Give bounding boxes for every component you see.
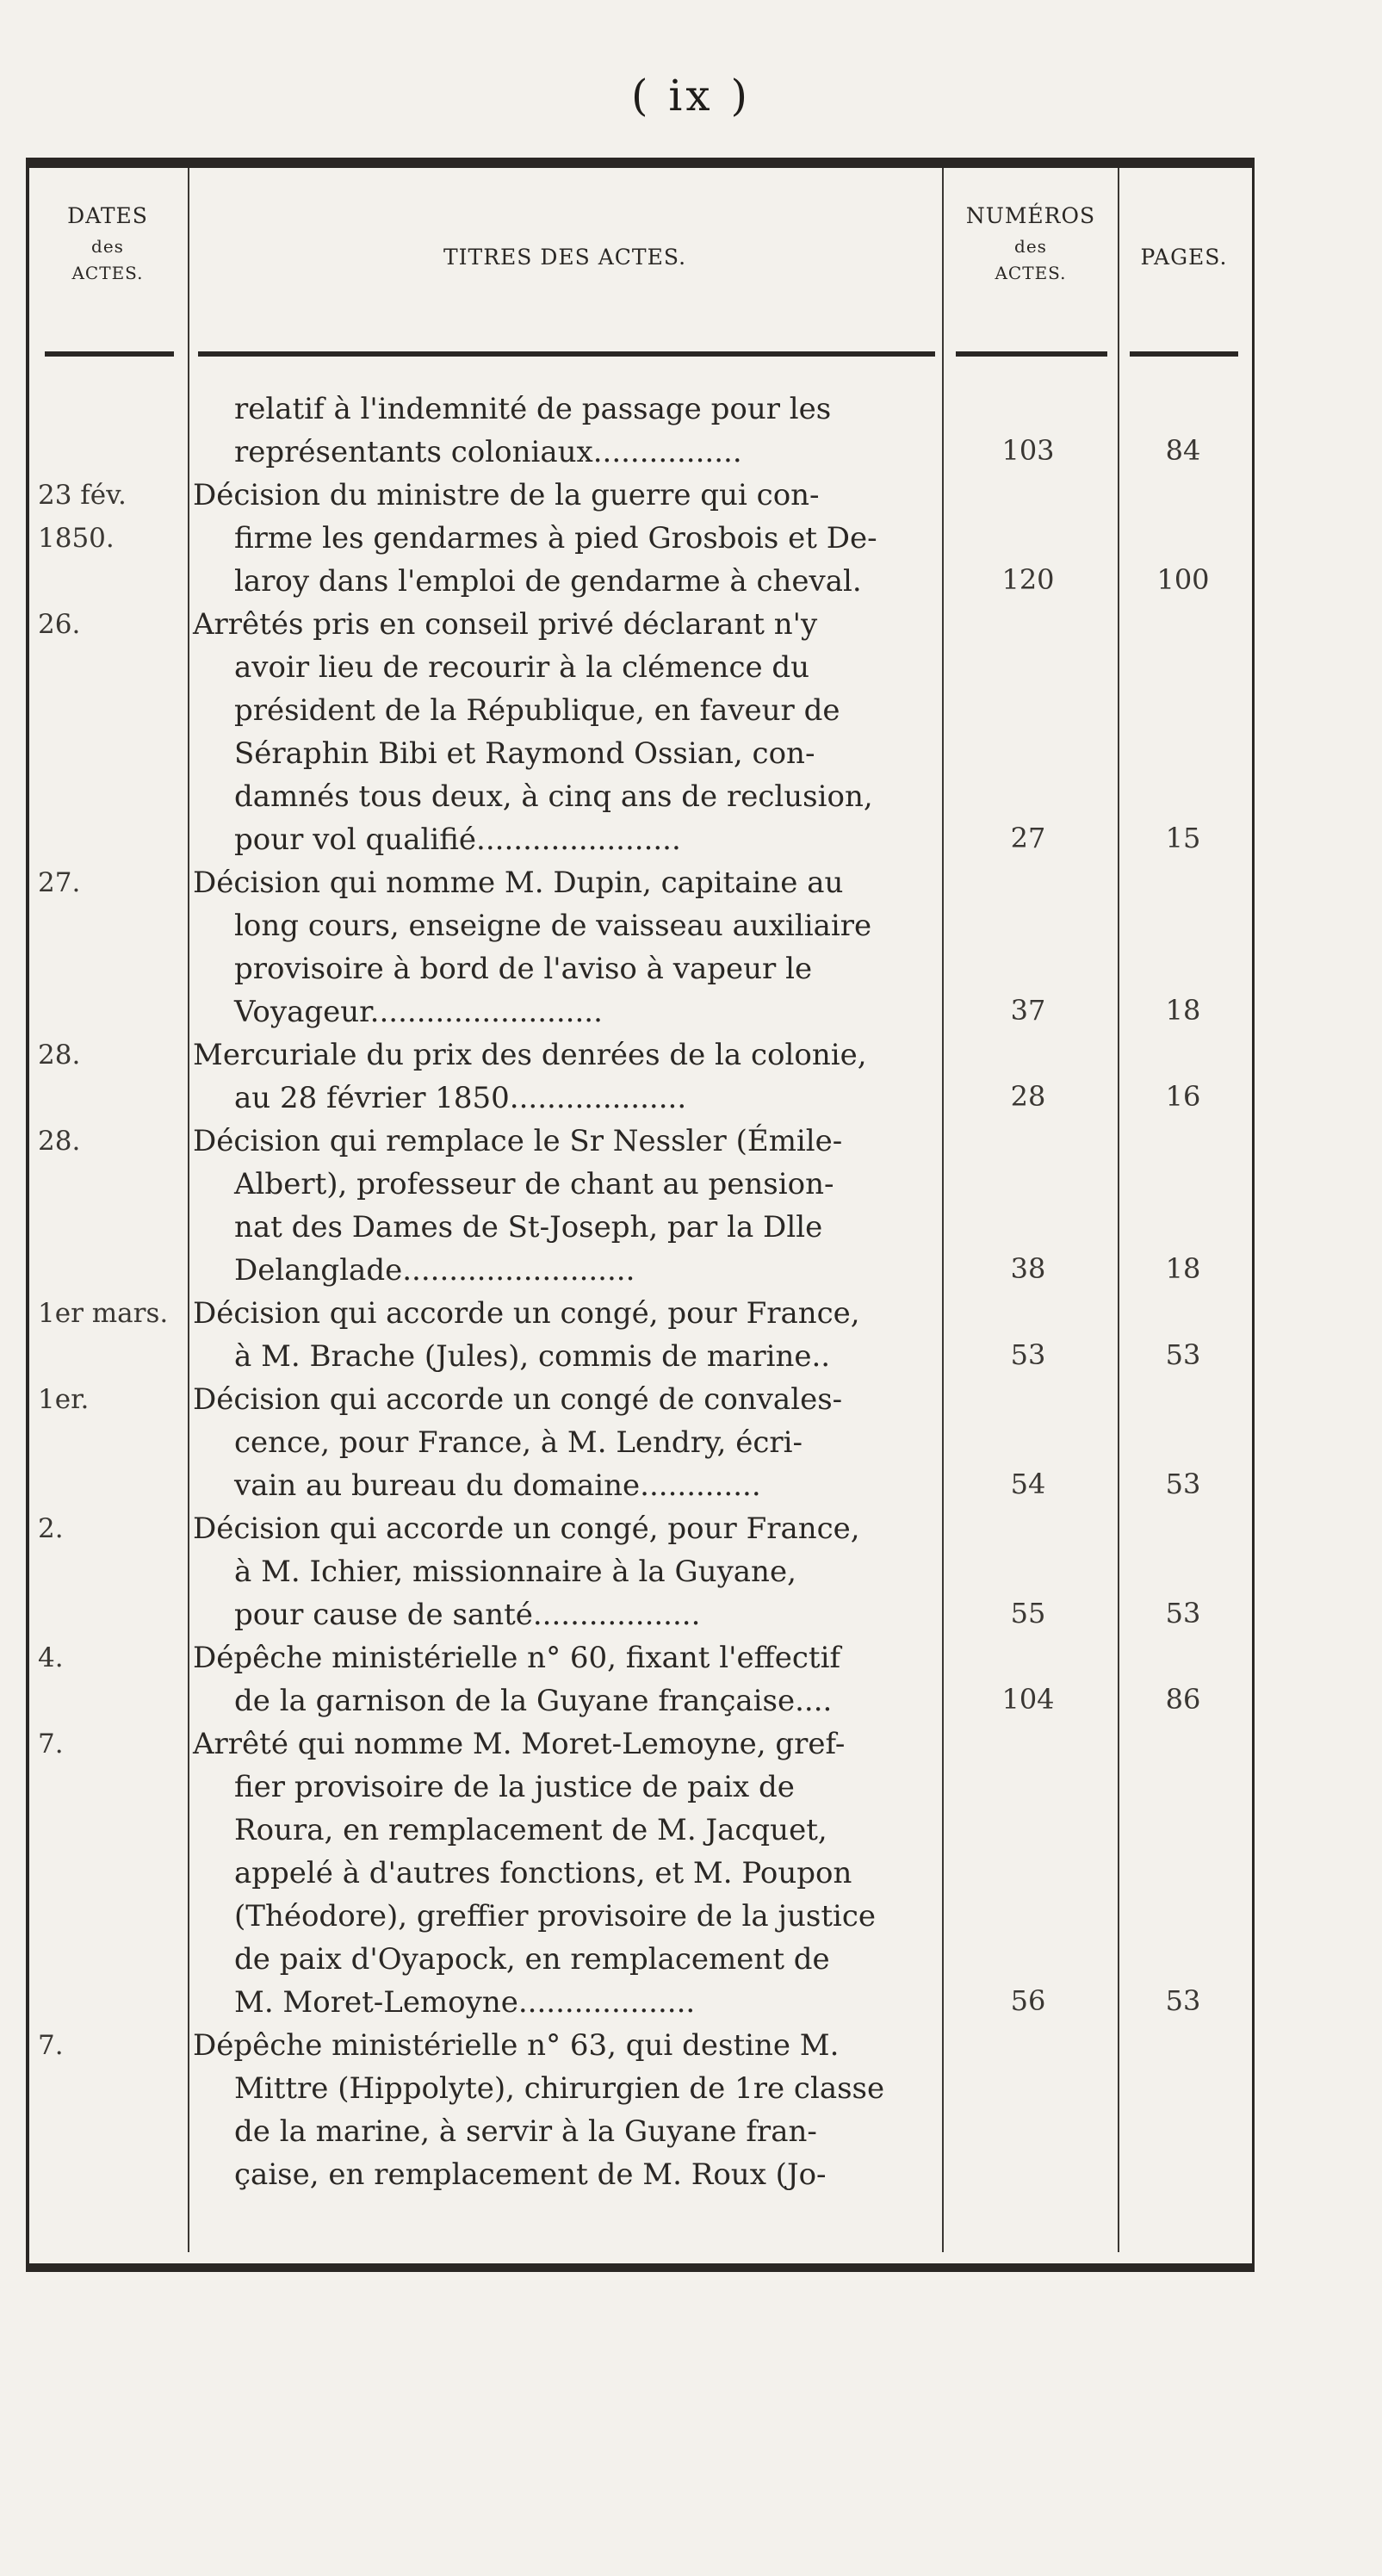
entry-page: 84	[1165, 434, 1201, 467]
entry-title-line: Séraphin Bibi et Raymond Ossian, con-	[234, 736, 815, 771]
entry-title-line: Décision qui nomme M. Dupin, capitaine au	[193, 866, 844, 900]
entry-number: 104	[1001, 1683, 1055, 1716]
entry-title-line: Arrêté qui nomme M. Moret-Lemoyne, gref-	[193, 1727, 846, 1761]
entry-number: 120	[1001, 563, 1055, 596]
entry-date: 1er mars.	[38, 1298, 169, 1329]
entry-page: 53	[1165, 1597, 1201, 1629]
column-divider-numbers	[1118, 168, 1119, 2252]
entry-date: 2.	[38, 1513, 64, 1544]
entry-title-line: Décision qui remplace le Sr Nessler (Émile-	[193, 1124, 843, 1158]
header-numbers-label: NUMÉROS	[965, 203, 1096, 228]
entry-title-line: appelé à d'autres fonctions, et M. Poupon	[234, 1856, 852, 1890]
entry-title-line: long cours, enseigne de vaisseau auxiliaire	[234, 909, 872, 943]
entry-number: 27	[1010, 822, 1046, 854]
header-numbers-des: des	[1014, 235, 1047, 257]
entry-title-line: Delanglade.........................	[234, 1253, 635, 1288]
entry-number: 54	[1010, 1468, 1046, 1500]
entry-title-line: Décision qui accorde un congé, pour France,	[193, 1296, 860, 1331]
entry-title-line: cence, pour France, à M. Lendry, écri-	[234, 1425, 803, 1460]
entry-title-line: Arrêtés pris en conseil privé déclarant n'y	[193, 607, 818, 642]
entry-title-line: fier provisoire de la justice de paix de	[234, 1770, 795, 1804]
header-numbers-actes: ACTES.	[995, 262, 1067, 283]
header-titles	[193, 241, 937, 275]
entry-page: 53	[1165, 1468, 1201, 1500]
entry-title-line: Mercuriale du prix des denrées de la colonie,	[193, 1038, 867, 1072]
entry-date: 1er.	[38, 1384, 90, 1415]
entry-number: 37	[1010, 994, 1046, 1027]
entry-page: 86	[1165, 1683, 1201, 1716]
header-numbers	[947, 200, 1114, 287]
entry-page: 15	[1165, 822, 1201, 854]
entry-title-line: de paix d'Oyapock, en remplacement de	[234, 1942, 830, 1977]
entry-page: 100	[1156, 563, 1210, 596]
header-bar-dates	[45, 351, 174, 357]
column-divider-titles	[942, 168, 944, 2252]
entry-title-line: çaise, en remplacement de M. Roux (Jo-	[234, 2157, 827, 2192]
entry-number: 28	[1010, 1080, 1046, 1113]
entry-title-line: laroy dans l'emploi de gendarme à cheval.	[234, 564, 862, 599]
entry-number: 56	[1010, 1984, 1046, 2017]
entry-title-line: relatif à l'indemnité de passage pour les	[234, 392, 832, 426]
entry-title-line: représentants coloniaux................	[234, 435, 742, 469]
entry-date: 27.	[38, 867, 81, 898]
entry-page: 16	[1165, 1080, 1201, 1113]
entry-title-line: Voyageur.........................	[234, 995, 603, 1029]
entry-title-line: à M. Brache (Jules), commis de marine..	[234, 1339, 831, 1374]
entry-date: 4.	[38, 1642, 64, 1673]
entry-date: 7.	[38, 1729, 64, 1760]
entry-title-line: damnés tous deux, à cinq ans de reclusion,	[234, 779, 873, 814]
entry-date: 26.	[38, 609, 81, 640]
entry-title-line: Roura, en remplacement de M. Jacquet,	[234, 1813, 827, 1847]
entry-title-line: (Théodore), greffier provisoire de la justice	[234, 1899, 877, 1934]
header-pages	[1121, 241, 1247, 275]
header-pages-label: PAGES.	[1140, 245, 1228, 270]
header-bar-titles	[198, 351, 935, 357]
entry-title-line: vain au bureau du domaine.............	[234, 1468, 761, 1503]
entry-date: 28.	[38, 1040, 81, 1071]
entry-title-line: Décision qui accorde un congé de convales-	[193, 1382, 843, 1417]
header-dates	[34, 200, 181, 287]
entry-title-line: pour cause de santé..................	[234, 1598, 701, 1632]
entry-title-line: pour vol qualifié......................	[234, 822, 681, 857]
entry-title-line: à M. Ichier, missionnaire à la Guyane,	[234, 1555, 796, 1589]
entry-number: 53	[1010, 1338, 1046, 1371]
header-dates-actes: ACTES.	[71, 262, 144, 283]
entry-date: 23 fév.	[38, 480, 127, 511]
entry-title-line: au 28 février 1850...................	[234, 1081, 687, 1115]
entry-title-line: de la marine, à servir à la Guyane fran-	[234, 2114, 817, 2149]
entry-title-line: avoir lieu de recourir à la clémence du	[234, 650, 810, 685]
entry-title-line: provisoire à bord de l'aviso à vapeur le	[234, 952, 813, 986]
header-dates-label: DATES	[67, 203, 148, 228]
header-bar-pages	[1130, 351, 1238, 357]
entry-title-line: Dépêche ministérielle n° 63, qui destine M.	[193, 2028, 840, 2063]
entry-number: 38	[1010, 1252, 1046, 1285]
entry-page: 18	[1165, 1252, 1201, 1285]
entry-title-line: M. Moret-Lemoyne...................	[234, 1985, 696, 2020]
entry-number: 55	[1010, 1597, 1046, 1629]
table-bottom-rule	[26, 2263, 1255, 2272]
entry-title-line: firme les gendarmes à pied Grosbois et De-	[234, 521, 877, 556]
entry-title-line: président de la République, en faveur de	[234, 693, 840, 728]
header-dates-des: des	[91, 235, 124, 257]
page-number: ( ix )	[631, 71, 751, 121]
entry-title-line: Décision qui accorde un congé, pour France,	[193, 1511, 860, 1546]
entry-title-line: Dépêche ministérielle n° 60, fixant l'effectif	[193, 1641, 841, 1675]
entry-title-line: Mittre (Hippolyte), chirurgien de 1re classe	[234, 2071, 885, 2106]
header-bar-numbers	[956, 351, 1107, 357]
entry-title-line: de la garnison de la Guyane française....	[234, 1684, 833, 1718]
entry-number: 103	[1001, 434, 1055, 467]
entry-title-line: Décision du ministre de la guerre qui con-	[193, 478, 820, 512]
entry-date: 28.	[38, 1126, 81, 1157]
entry-page: 18	[1165, 994, 1201, 1027]
entry-page: 53	[1165, 1984, 1201, 2017]
entry-page: 53	[1165, 1338, 1201, 1371]
entry-date: 7.	[38, 2030, 64, 2061]
entry-title-line: nat des Dames de St-Joseph, par la Dlle	[234, 1210, 823, 1245]
entry-date-year: 1850.	[38, 523, 115, 554]
entry-title-line: Albert), professeur de chant au pension-	[234, 1167, 834, 1201]
header-titles-label: TITRES DES ACTES.	[443, 245, 687, 270]
